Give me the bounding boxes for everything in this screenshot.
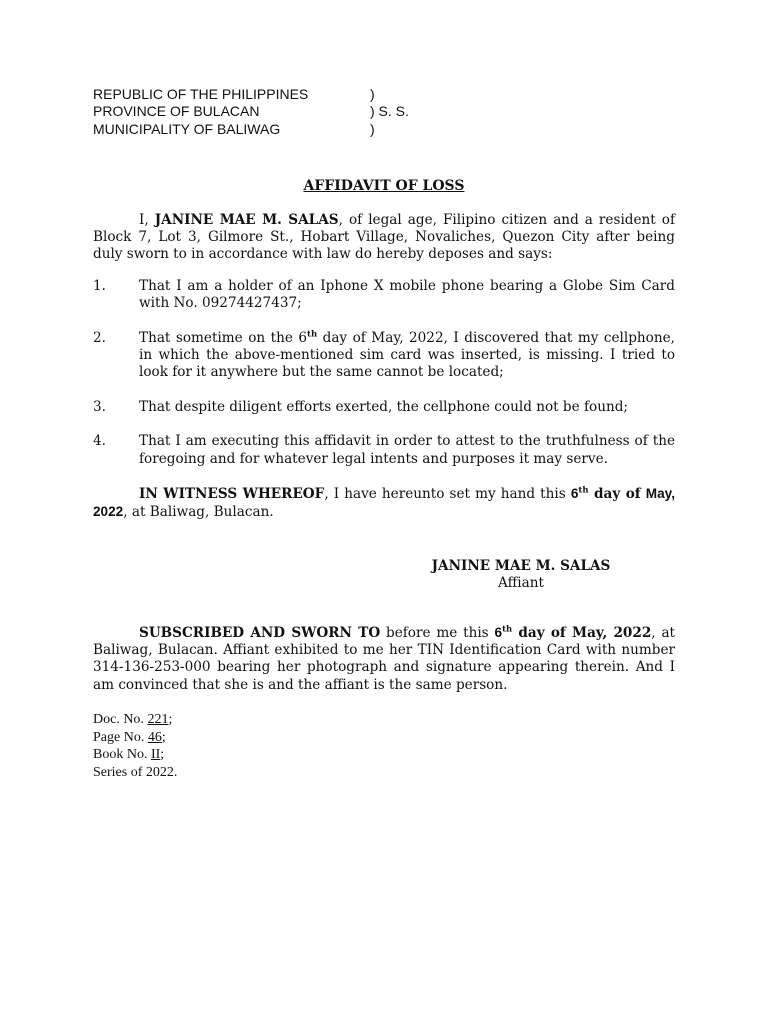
document-title: AFFIDAVIT OF LOSS bbox=[303, 178, 465, 195]
caption-block bbox=[93, 86, 675, 138]
caption-ss: ) S. S. bbox=[370, 103, 409, 120]
jurat-day: 6 bbox=[494, 624, 503, 640]
series-line: Series of 2022. bbox=[93, 764, 178, 780]
affiant-name-intro: JANINE MAE M. SALAS bbox=[154, 211, 339, 228]
intro-text: , of legal age, Filipino citizen and a resident of Block 7, Lot 3, Gilmore St., Hobart Village, Novaliches, Quezon City after being duly sworn to in accordance with law do hereby deposes and says: bbox=[93, 211, 675, 263]
page-number: 46 bbox=[147, 729, 162, 745]
caption-bracket-3: ) bbox=[370, 120, 375, 137]
jurat-paragraph bbox=[93, 624, 675, 695]
item-text-post: day of May, 2022, I discovered that my cellphone, in which the above-mentioned sim card was inserted, is missing. I tried to look for it anywhere but the same cannot be located; bbox=[139, 329, 675, 381]
item-number: 2. bbox=[93, 329, 106, 346]
ordinal-suffix: th bbox=[307, 329, 318, 340]
allegations-list bbox=[93, 278, 675, 468]
doc-label: Doc. No. bbox=[93, 712, 148, 728]
caption-row-municipality bbox=[93, 121, 675, 138]
list-item bbox=[93, 330, 675, 382]
jurat-day-rest: day of May, 2022 bbox=[512, 624, 652, 641]
book-number: II bbox=[150, 747, 161, 763]
list-item bbox=[93, 433, 675, 468]
jurat-text-2: , at Baliwag, Bulacan. Affiant exhibited to me her TIN Identification Card with number 314-136-253-000 bearing her photograph and signature appearing therein. And I am convinced that she is and the affiant is the same person. bbox=[93, 624, 676, 693]
page-label: Page No. bbox=[93, 729, 148, 745]
caption-row-province bbox=[93, 103, 675, 120]
caption-row-republic bbox=[93, 86, 675, 103]
signature-block bbox=[426, 558, 616, 593]
caption-province: PROVINCE OF BULACAN bbox=[93, 103, 260, 120]
item-number: 3. bbox=[93, 398, 106, 415]
caption-bracket-1: ) bbox=[370, 86, 375, 102]
jurat-text-1: before me this bbox=[380, 624, 495, 641]
witness-lead: IN WITNESS WHEREOF bbox=[139, 486, 325, 503]
item-text-pre: That sometime on the 6 bbox=[139, 329, 308, 346]
item-text: That despite diligent efforts exerted, the cellphone could not be found; bbox=[139, 398, 629, 415]
ordinal-suffix: th bbox=[578, 485, 589, 496]
affidavit-document bbox=[93, 86, 675, 781]
witness-day: 6 bbox=[570, 486, 579, 502]
list-item bbox=[93, 278, 675, 313]
affiant-role: Affiant bbox=[498, 575, 544, 592]
witness-month: May, 2022 bbox=[93, 486, 675, 520]
caption-republic: REPUBLIC OF THE PHILIPPINES bbox=[93, 86, 309, 102]
notarial-register bbox=[93, 711, 675, 781]
witness-paragraph bbox=[93, 485, 675, 522]
affiant-signature-name: JANINE MAE M. SALAS bbox=[431, 557, 611, 574]
item-text: That I am executing this affidavit in order to attest to the truthfulness of the foregoing and for whatever legal intents and purposes it may serve. bbox=[139, 433, 675, 467]
doc-number: 221 bbox=[147, 712, 169, 728]
page-number-line: Page No. 46; bbox=[93, 729, 166, 745]
item-number: 4. bbox=[93, 433, 106, 450]
item-text: That I am a holder of an Iphone X mobile phone bearing a Globe Sim Card with No. 09274427437; bbox=[139, 277, 675, 312]
intro-prefix: I, bbox=[139, 211, 155, 228]
list-item bbox=[93, 399, 675, 416]
witness-text: , I have hereunto set my hand this bbox=[324, 486, 571, 503]
witness-end: , at Baliwag, Bulacan. bbox=[123, 504, 274, 521]
doc-number-line: Doc. No. 221; bbox=[93, 712, 173, 728]
jurat-lead: SUBSCRIBED AND SWORN TO bbox=[139, 624, 381, 641]
intro-paragraph bbox=[93, 212, 675, 264]
book-label: Book No. bbox=[93, 747, 151, 763]
item-number: 1. bbox=[93, 277, 106, 294]
witness-day-rest: day of bbox=[588, 486, 641, 503]
caption-municipality: MUNICIPALITY OF BALIWAG bbox=[93, 120, 281, 137]
book-number-line: Book No. II; bbox=[93, 747, 165, 763]
ordinal-suffix: th bbox=[502, 624, 513, 635]
